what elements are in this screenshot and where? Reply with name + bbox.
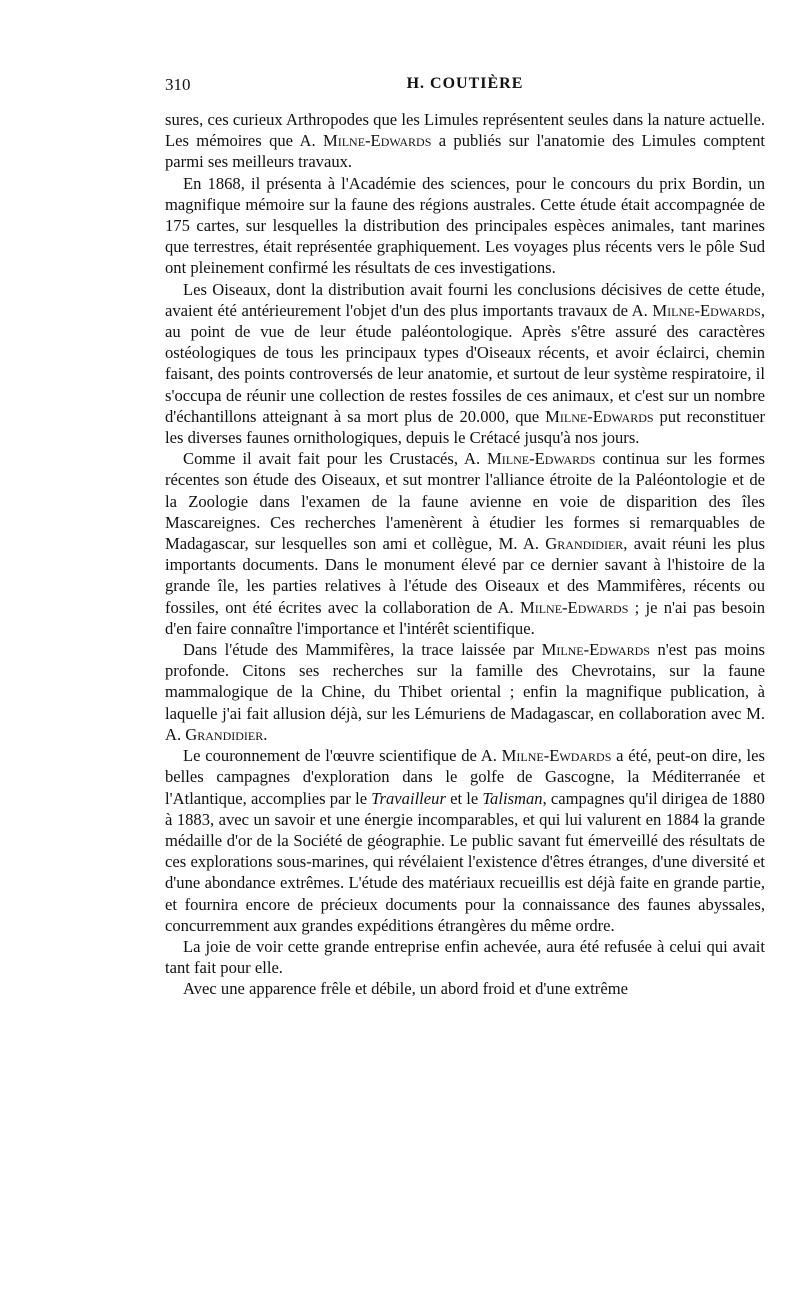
person-name: Milne-Edwards (519, 597, 629, 617)
paragraph: En 1868, il présenta à l'Académie des sciences, pour le concours du prix Bordin, un magnifique mémoire sur la faune des régions australes. Cette étude était accompagnée de 175 cartes, sur lesquelles la distribution des principales espèces animales, tant marines que terrestres, était représentée graphiquement. Les voyages plus récents vers le pôle Sud ont pleinement confirmé les résultats de ces investigations. (165, 173, 765, 278)
running-head (165, 75, 765, 101)
person-name: Grandidier (185, 724, 264, 744)
running-title: H. COUTIÈRE (406, 75, 524, 92)
paragraph: Dans l'étude des Mammifères, la trace laissée par Milne-Edwards n'est pas moins profonde. Citons ses recherches sur la famille des Chevrotains, sur la faune mammalogique de la Chine, du Thibet oriental ; enfin la magnifique publication, à laquelle j'ai fait allusion déjà, sur les Lémuriens de Madagascar, en collaboration avec M. A. Grandidier. (165, 640, 765, 744)
paragraph: sures, ces curieux Arthropodes que les Limules représentent seules dans la nature actuelle. Les mémoires que A. Milne-Edwards a publiés sur l'anatomie des Limules comptent parmi ses meilleurs travaux. (165, 110, 766, 172)
paragraph: Avec une apparence frêle et débile, un abord froid et d'une extrême (183, 979, 628, 999)
ship-name: Travailleur (371, 788, 446, 808)
paragraph: Les Oiseaux, dont la distribution avait fourni les conclusions décisives de cette étude, avaient été antérieurement l'objet d'un des plus importants travaux de A. Milne-Edwards, au point de vue de leur étude paléontologique. Après s'être assuré des caractères ostéologiques de tous les principaux types d'Oiseaux récents, et avoir éclairci, chemin faisant, des points controversés de leur anatomie, et surtout de leur système respiratoire, il s'occupa de réunir une collection de restes fossiles de ces animaux, et c'est sur un nombre d'échantillons atteignant à sa mort plus de 20.000, que Milne-Edwards put reconstituer les diverses faunes ornithologiques, depuis le Crétacé jusqu'à nos jours. (165, 279, 765, 448)
paragraph: Le couronnement de l'œuvre scientifique de A. Milne-Ewdards a été, peut-on dire, les belles campagnes d'exploration dans le golfe de Gascogne, la Méditerranée et l'Atlantique, accomplies par le Travailleur et le Talisman, campagnes qu'il dirigea de 1880 à 1883, avec un savoir et une énergie incomparables, et qui lui valurent en 1884 la grande médaille d'or de la Société de géographie. Le public savant fut émerveillé des résultats de ces explorations sous-marines, qui révélaient l'existence d'êtres étranges, d'une diversité et d'une abondance extrêmes. L'étude des matériaux recueillis est déjà faite en grande partie, et fournira encore de précieux documents pour la connaissance des faunes abyssales, concurremment aux grandes expéditions étrangères du même ordre. (165, 746, 765, 935)
person-name: Milne-Edwards (541, 640, 650, 660)
person-name: Milne-Edwards (322, 131, 432, 151)
page-number: 310 (165, 75, 191, 94)
person-name: Grandidier (545, 534, 624, 554)
person-name: Milne-Edwards (652, 300, 761, 320)
person-name: Milne-Ewdards (501, 746, 612, 766)
person-name: Milne-Edwards (545, 406, 654, 426)
paragraph: Comme il avait fait pour les Crustacés, A. Milne-Edwards continua sur les formes récentes son étude des Oiseaux, et sut montrer l'alliance étroite de la Paléontologie et de la Zoologie dans l'examen de la faune avienne en voie de disparition des îles Mascareignes. Ces recherches l'amenèrent à étudier les formes si remarquables de Madagascar, sur lesquelles son ami et collègue, M. A. Grandidier, avait réuni les plus importants documents. Dans le monument élevé par ce dernier savant à l'histoire de la grande île, les parties relatives à l'étude des Oiseaux et des Mammifères, récents ou fossiles, ont été écrites avec la collaboration de A. Milne-Edwards ; je n'ai pas besoin d'en faire connaître l'importance et l'intérêt scientifique. (165, 449, 765, 638)
paragraph: La joie de voir cette grande entreprise enfin achevée, aura été refusée à celui qui avait tant fait pour elle. (165, 936, 765, 978)
person-name: Milne-Edwards (487, 449, 596, 469)
ship-name: Talisman (482, 788, 543, 808)
body-text (165, 109, 765, 1000)
document-page (165, 75, 765, 1000)
